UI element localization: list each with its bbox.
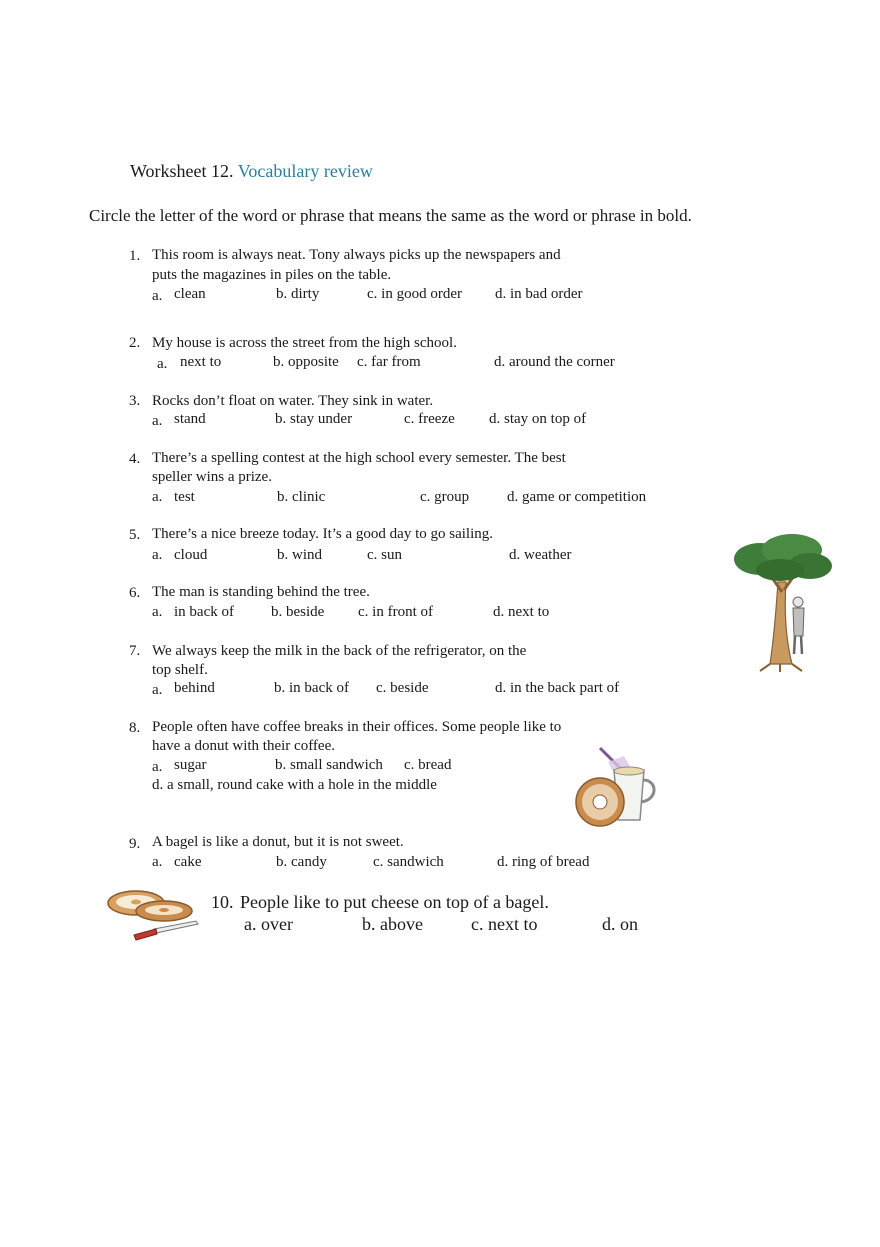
option-a[interactable]: behind (174, 680, 215, 696)
question-text-line: People often have coffee breaks in their offices. Some people like to (152, 719, 562, 735)
option-d[interactable]: d. stay on top of (489, 411, 587, 427)
option-d[interactable]: d. around the corner (494, 354, 615, 370)
option-a[interactable]: sugar (174, 757, 207, 773)
bagel-illustration (104, 885, 202, 943)
option-c[interactable]: c. in good order (367, 286, 462, 302)
option-a[interactable]: test (174, 489, 195, 505)
option-b[interactable]: b. beside (271, 604, 325, 620)
option-letter: a. (152, 854, 163, 870)
question-text-line: There’s a spelling contest at the high school every semester. The best (152, 450, 566, 466)
option-b[interactable]: b. clinic (277, 489, 326, 505)
question-number: 2. (129, 335, 141, 351)
worksheet-title (130, 161, 373, 182)
coffee-donut-illustration (570, 742, 662, 828)
option-c[interactable]: c. sandwich (373, 854, 444, 870)
question-text-line: Rocks don’t float on water. They sink in water. (152, 393, 434, 409)
option-d[interactable]: d. game or competition (507, 489, 647, 505)
instructions: Circle the letter of the word or phrase that means the same as the word or phrase in bold. (89, 206, 692, 225)
option-a[interactable]: next to (180, 354, 222, 370)
title-accent: Vocabulary review (237, 161, 373, 181)
option-c[interactable]: c. group (420, 489, 470, 505)
question-text-line: People like to put cheese on top of a bagel. (240, 892, 549, 912)
option-b[interactable]: b. stay under (275, 411, 353, 427)
option-d[interactable]: d. in the back part of (495, 680, 620, 696)
option-c[interactable]: c. freeze (404, 411, 455, 427)
option-d[interactable]: d. next to (493, 604, 550, 620)
option-b[interactable]: b. in back of (274, 680, 349, 696)
option-c[interactable]: c. sun (367, 547, 402, 563)
question-text-line: A bagel is like a donut, but it is not sweet. (152, 834, 404, 850)
option-c[interactable]: c. far from (357, 354, 421, 370)
question-number: 1. (129, 248, 141, 264)
option-letter: a. (157, 356, 168, 372)
option-c[interactable]: c. in front of (358, 604, 433, 620)
question-number: 3. (129, 393, 141, 409)
tree-illustration (730, 532, 834, 674)
option-b[interactable]: b. small sandwich (275, 757, 383, 773)
option-a[interactable]: cake (174, 854, 202, 870)
option-letter: a. (152, 489, 163, 505)
option-a[interactable]: cloud (174, 547, 208, 563)
option-d[interactable]: d. weather (509, 547, 572, 563)
question-number: 7. (129, 643, 141, 659)
question-text-line: The man is standing behind the tree. (152, 584, 370, 600)
option-c[interactable]: c. beside (376, 680, 429, 696)
option-d[interactable]: d. on (602, 914, 638, 934)
option-d[interactable]: d. a small, round cake with a hole in the middle (152, 777, 437, 793)
option-b[interactable]: b. dirty (276, 286, 320, 302)
option-letter: a. (152, 759, 163, 775)
option-d[interactable]: d. ring of bread (497, 854, 590, 870)
question-number: 6. (129, 585, 141, 601)
option-letter: a. (152, 413, 163, 429)
question-text-line: This room is always neat. Tony always picks up the newspapers and (152, 247, 561, 263)
option-letter: a. (152, 604, 163, 620)
option-c[interactable]: c. bread (404, 757, 452, 773)
option-d[interactable]: d. in bad order (495, 286, 583, 302)
option-c[interactable]: c. next to (471, 914, 538, 934)
question-number: 4. (129, 451, 141, 467)
option-a[interactable]: in back of (174, 604, 234, 620)
option-a[interactable]: a. over (244, 914, 293, 934)
question-text-line: top shelf. (152, 662, 208, 678)
question-number: 8. (129, 720, 141, 736)
option-letter: a. (152, 547, 163, 563)
option-a[interactable]: clean (174, 286, 206, 302)
question-text-line: puts the magazines in piles on the table. (152, 267, 392, 283)
question-text-line: speller wins a prize. (152, 469, 272, 485)
option-b[interactable]: b. above (362, 914, 423, 934)
question-text-line: have a donut with their coffee. (152, 738, 335, 754)
title-prefix: Worksheet 12. (130, 161, 234, 181)
question-text-line: There’s a nice breeze today. It’s a good day to go sailing. (152, 526, 493, 542)
question-number: 10. (211, 892, 234, 912)
question-number: 9. (129, 836, 141, 852)
option-b[interactable]: b. opposite (273, 354, 339, 370)
option-letter: a. (152, 288, 163, 304)
question-text-line: We always keep the milk in the back of the refrigerator, on the (152, 643, 527, 659)
question-text-line: My house is across the street from the high school. (152, 335, 457, 351)
option-letter: a. (152, 682, 163, 698)
option-b[interactable]: b. candy (276, 854, 327, 870)
question-number: 5. (129, 527, 141, 543)
option-b[interactable]: b. wind (277, 547, 322, 563)
option-a[interactable]: stand (174, 411, 206, 427)
